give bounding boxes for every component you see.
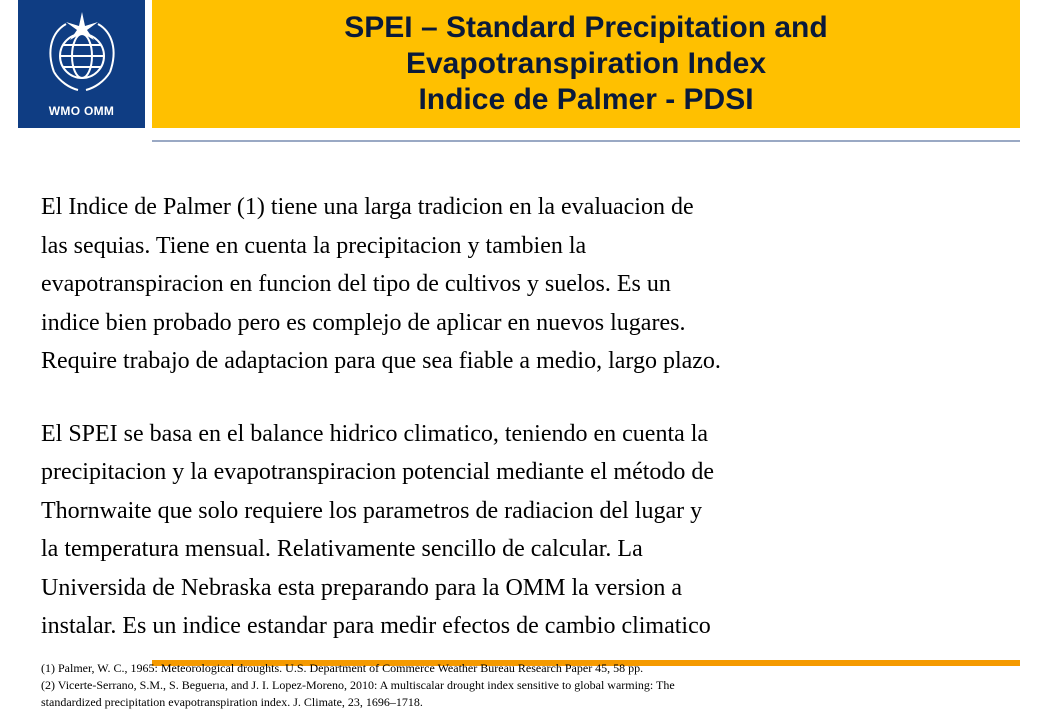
- text-line: precipitacion y la evapotranspiracion potencial mediante el método de: [41, 459, 715, 485]
- text-line: evapotranspiracion en funcion del tipo de cultivos y suelos. Es un: [41, 271, 671, 297]
- text-line: Require trabajo de adaptacion para que sea fiable a medio, largo plazo.: [41, 348, 721, 374]
- text-line: instalar. Es un indice estandar para medir efectos de cambio climatico: [41, 613, 711, 639]
- slide-body: [41, 188, 1011, 646]
- paragraph-palmer: [41, 188, 1011, 381]
- title-line-1: SPEI – Standard Precipitation and: [344, 11, 828, 44]
- text-line: la temperatura mensual. Relativamente sencillo de calcular. La: [41, 536, 643, 562]
- text-line: Thornwaite que solo requiere los parametros de radiacion del lugar y: [41, 497, 703, 524]
- text-line: indice bien probado pero es complejo de aplicar en nuevos lugares.: [41, 309, 686, 336]
- logo-text: WMO OMM: [48, 104, 115, 118]
- text-line: las sequias. Tiene en cuenta la precipitacion y tambien la: [41, 232, 587, 259]
- wmo-emblem-icon: [36, 10, 128, 96]
- reference-1: (1) Palmer, W. C., 1965: Meteorological droughts. U.S. Department of Commerce Weather Bureau Research Paper 45, 58 pp.: [41, 661, 644, 675]
- title-banner: [152, 0, 1020, 128]
- top-divider: [152, 140, 1020, 142]
- references: [41, 660, 1011, 711]
- wmo-logo: [18, 0, 145, 128]
- title-line-3: Indice de Palmer - PDSI: [418, 83, 754, 116]
- text-line: El Indice de Palmer (1) tiene una larga tradicion en la evaluacion de: [41, 194, 694, 220]
- text-line: Universida de Nebraska esta preparando para la OMM la version a: [41, 574, 683, 601]
- title-line-2: Evapotranspiration Index: [405, 47, 767, 80]
- reference-2-cont: standardized precipitation evapotranspiration index. J. Climate, 23, 1696–1718.: [41, 695, 423, 709]
- reference-2: (2) Vicerte-Serrano, S.M., S. Beguerıa, and J. I. Lopez-Moreno, 2010: A multiscalar drought index sensitive to global warming: The: [41, 678, 675, 692]
- paragraph-spei: [41, 415, 1011, 646]
- text-line: El SPEI se basa en el balance hidrico climatico, teniendo en cuenta la: [41, 420, 709, 447]
